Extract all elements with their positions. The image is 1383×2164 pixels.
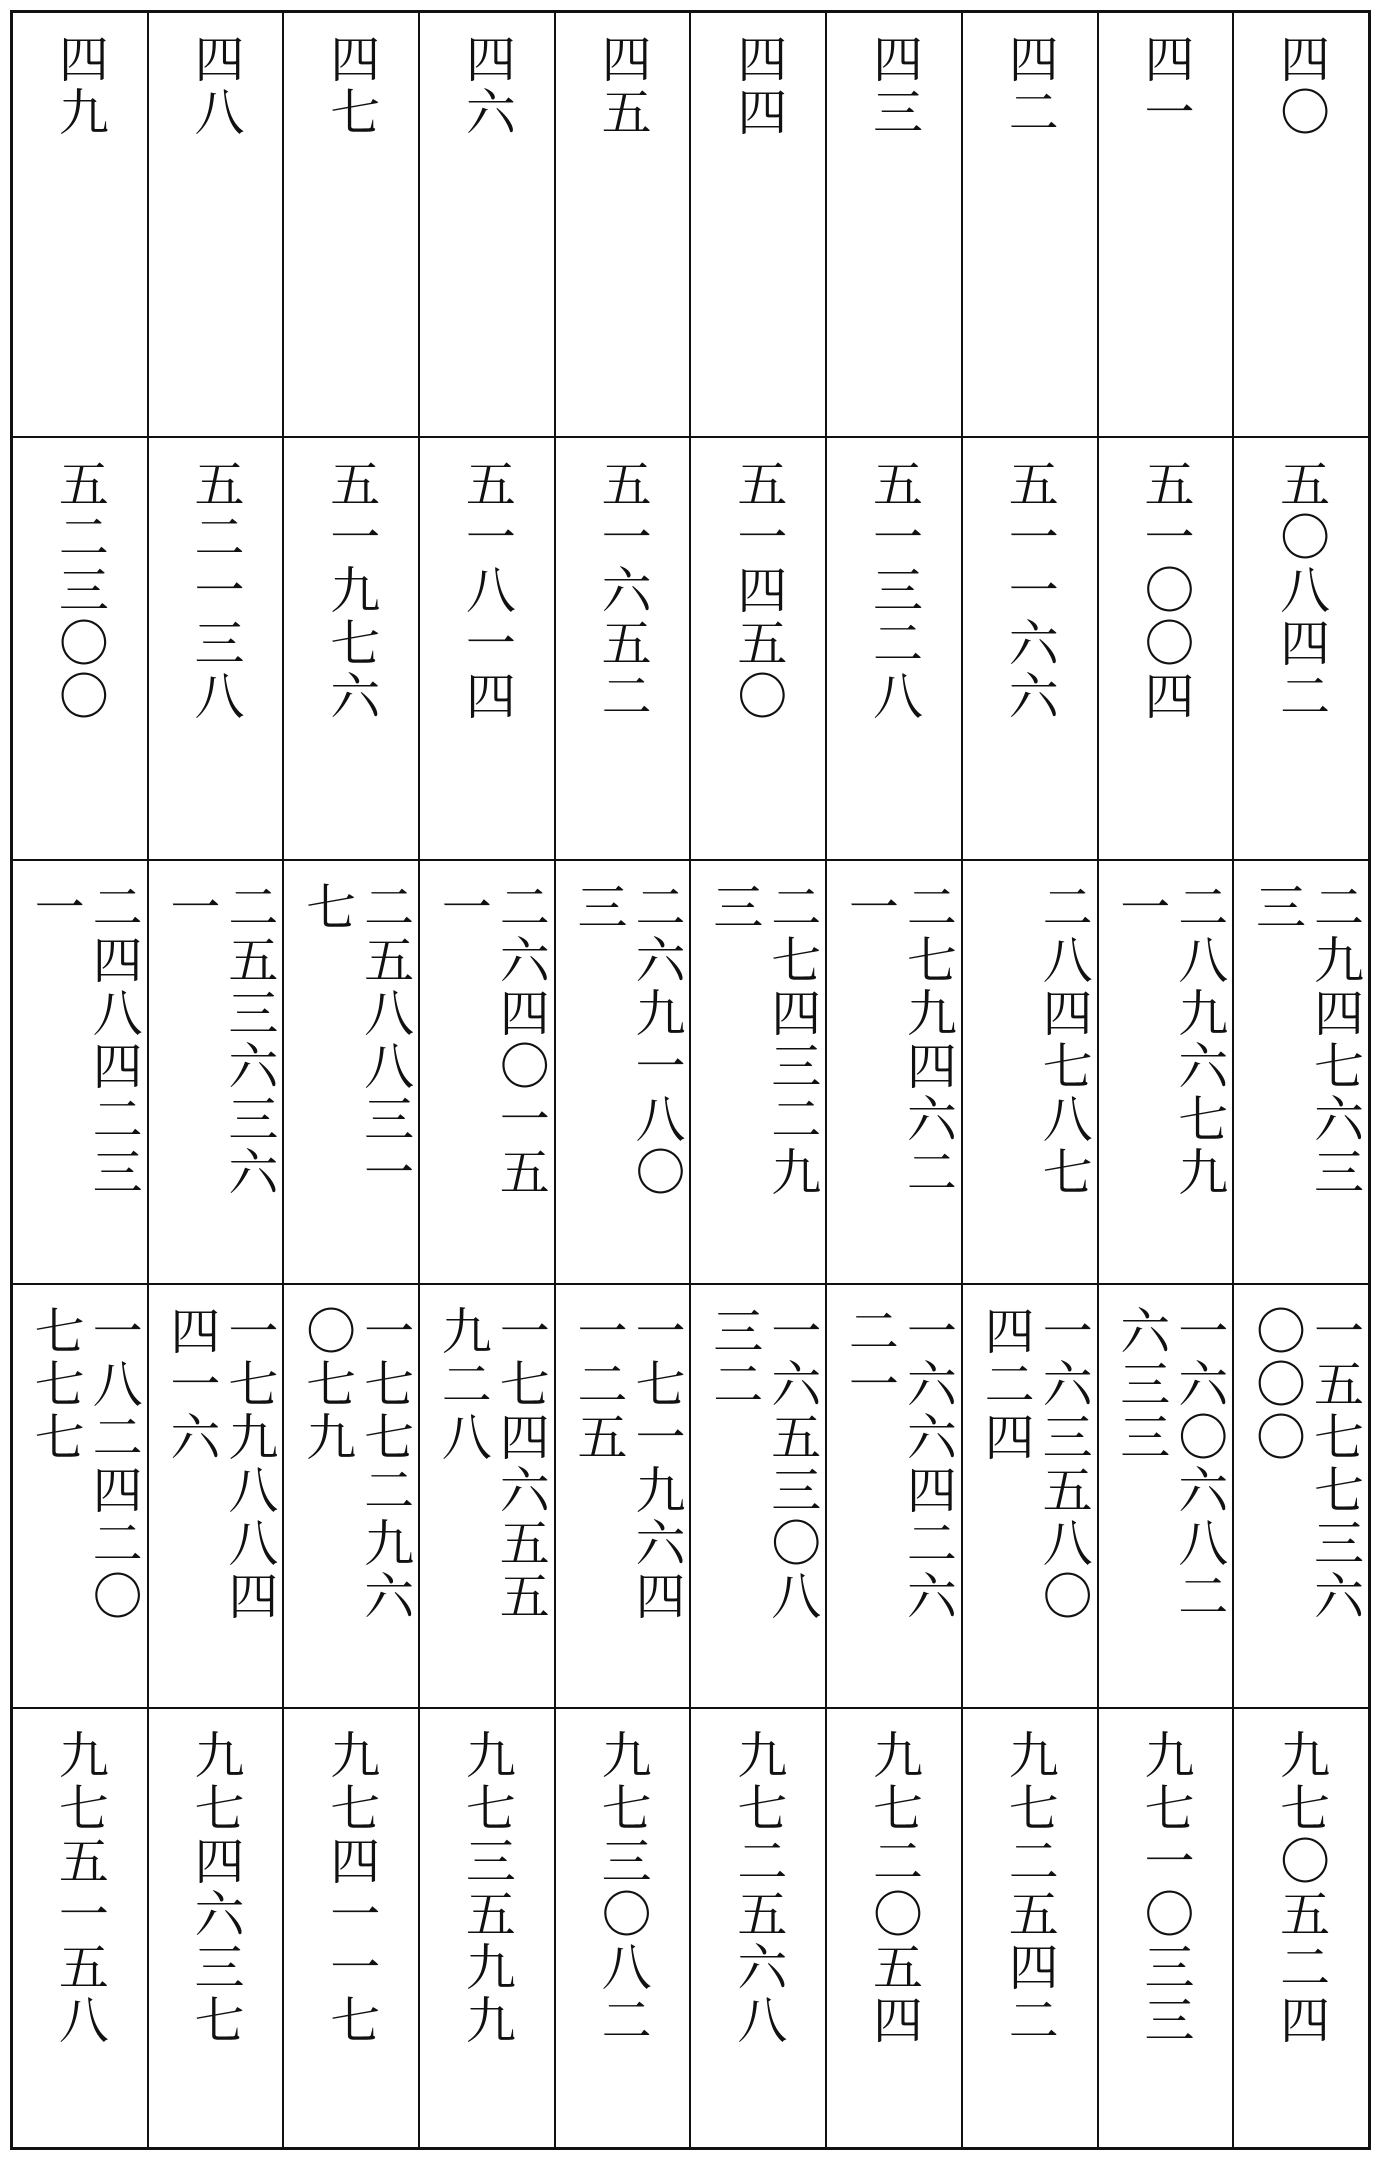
total-text: 九七三〇八二 xyxy=(593,1729,652,2047)
table-column xyxy=(418,13,554,2147)
total-text: 九七二五六八 xyxy=(729,1729,788,2047)
heading-text: 四六 xyxy=(457,33,516,139)
value-text: 五一九七六 xyxy=(322,458,381,723)
detail-cell xyxy=(420,1283,554,1707)
table-column xyxy=(13,13,147,2147)
table-column xyxy=(1232,13,1368,2147)
heading-text: 四七 xyxy=(322,33,381,139)
detail-cell xyxy=(284,1283,418,1707)
total-cell xyxy=(420,1707,554,2147)
heading-text: 四〇 xyxy=(1272,33,1331,139)
detail-text: 一七七二九六 〇七九 xyxy=(298,1305,415,1623)
detail-cell xyxy=(1099,1283,1233,1707)
value-cell xyxy=(556,436,690,859)
total-cell xyxy=(13,1707,147,2147)
detail-text: 一六五三〇八 三二 xyxy=(705,1305,822,1623)
range-cell xyxy=(284,859,418,1283)
table-column xyxy=(554,13,690,2147)
heading-cell xyxy=(149,13,283,436)
value-cell xyxy=(691,436,825,859)
value-text: 五〇八四二 xyxy=(1272,458,1331,723)
range-cell xyxy=(827,859,961,1283)
heading-text: 四四 xyxy=(729,33,788,139)
detail-cell xyxy=(556,1283,690,1707)
detail-cell xyxy=(827,1283,961,1707)
total-cell xyxy=(827,1707,961,2147)
total-cell xyxy=(963,1707,1097,2147)
value-cell xyxy=(149,436,283,859)
heading-text: 四八 xyxy=(186,33,245,139)
total-cell xyxy=(556,1707,690,2147)
heading-cell xyxy=(827,13,961,436)
total-cell xyxy=(691,1707,825,2147)
detail-text: 一六三五八〇 四二四 xyxy=(976,1305,1093,1623)
value-cell xyxy=(827,436,961,859)
detail-cell xyxy=(1234,1283,1368,1707)
heading-cell xyxy=(1099,13,1233,436)
heading-cell xyxy=(556,13,690,436)
value-text: 五一四五〇 xyxy=(729,458,788,723)
total-text: 九七五一五八 xyxy=(50,1729,109,2047)
range-cell xyxy=(1099,859,1233,1283)
heading-text: 四五 xyxy=(593,33,652,139)
value-text: 五一八一四 xyxy=(457,458,516,723)
total-text: 九七三五九九 xyxy=(457,1729,516,2047)
table-column xyxy=(961,13,1097,2147)
range-text: 二六四〇一五 一 xyxy=(433,881,550,1199)
detail-text: 一七四六五五 九二八 xyxy=(433,1305,550,1623)
value-text: 五一三二八 xyxy=(865,458,924,723)
detail-cell xyxy=(13,1283,147,1707)
value-text: 五二三〇〇 xyxy=(50,458,109,723)
detail-text: 一七九八八四 四一六 xyxy=(162,1305,279,1623)
detail-cell xyxy=(691,1283,825,1707)
table-column xyxy=(147,13,283,2147)
table-column xyxy=(1097,13,1233,2147)
range-text: 二七四三二九 三 xyxy=(705,881,822,1199)
heading-text: 四二 xyxy=(1000,33,1059,139)
total-cell xyxy=(284,1707,418,2147)
heading-text: 四一 xyxy=(1136,33,1195,139)
value-text: 五一〇〇四 xyxy=(1136,458,1195,723)
detail-cell xyxy=(149,1283,283,1707)
heading-text: 四九 xyxy=(50,33,109,139)
heading-text: 四三 xyxy=(865,33,924,139)
total-text: 九七二五四二 xyxy=(1000,1729,1059,2047)
total-text: 九七四一一七 xyxy=(322,1729,381,2047)
value-cell xyxy=(1099,436,1233,859)
range-text: 二九四七六三 三 xyxy=(1248,881,1364,1199)
detail-text: 一六〇六八二 六三三 xyxy=(1112,1305,1229,1623)
detail-cell xyxy=(963,1283,1097,1707)
table-column xyxy=(825,13,961,2147)
total-text: 九七〇五二四 xyxy=(1272,1729,1331,2047)
range-text: 二七九四六二 一 xyxy=(840,881,957,1199)
total-text: 九七一〇三三 xyxy=(1136,1729,1195,2047)
range-text: 二四八四二三 一 xyxy=(26,881,143,1199)
heading-cell xyxy=(1234,13,1368,436)
total-cell xyxy=(1099,1707,1233,2147)
range-cell xyxy=(691,859,825,1283)
range-text: 二八四七八七 xyxy=(1034,881,1093,1199)
value-cell xyxy=(1234,436,1368,859)
heading-cell xyxy=(963,13,1097,436)
total-text: 九七二〇五四 xyxy=(865,1729,924,2047)
number-table xyxy=(10,10,1371,2150)
detail-text: 一七一九六四 一二五 xyxy=(569,1305,686,1623)
range-text: 二八九六七九 一 xyxy=(1112,881,1229,1199)
heading-cell xyxy=(420,13,554,436)
heading-cell xyxy=(284,13,418,436)
detail-text: 一八二四二〇 七七七 xyxy=(26,1305,143,1623)
value-cell xyxy=(420,436,554,859)
range-cell xyxy=(963,859,1097,1283)
value-text: 五一六五二 xyxy=(593,458,652,723)
value-text: 五二一三八 xyxy=(186,458,245,723)
range-cell xyxy=(420,859,554,1283)
table-column xyxy=(689,13,825,2147)
total-cell xyxy=(149,1707,283,2147)
range-text: 二六九一八〇 三 xyxy=(569,881,686,1199)
heading-cell xyxy=(13,13,147,436)
range-cell xyxy=(149,859,283,1283)
range-text: 二五三六三六 一 xyxy=(162,881,279,1199)
detail-text: 一六六四二六 二一 xyxy=(840,1305,957,1623)
total-cell xyxy=(1234,1707,1368,2147)
value-text: 五一一六六 xyxy=(1000,458,1059,723)
detail-text: 一五七七三六 〇〇〇 xyxy=(1248,1305,1364,1623)
range-cell xyxy=(556,859,690,1283)
heading-cell xyxy=(691,13,825,436)
value-cell xyxy=(13,436,147,859)
value-cell xyxy=(963,436,1097,859)
range-cell xyxy=(13,859,147,1283)
value-cell xyxy=(284,436,418,859)
total-text: 九七四六三七 xyxy=(186,1729,245,2047)
range-text: 二五八八三一 七 xyxy=(298,881,415,1199)
range-cell xyxy=(1234,859,1368,1283)
table-column xyxy=(282,13,418,2147)
